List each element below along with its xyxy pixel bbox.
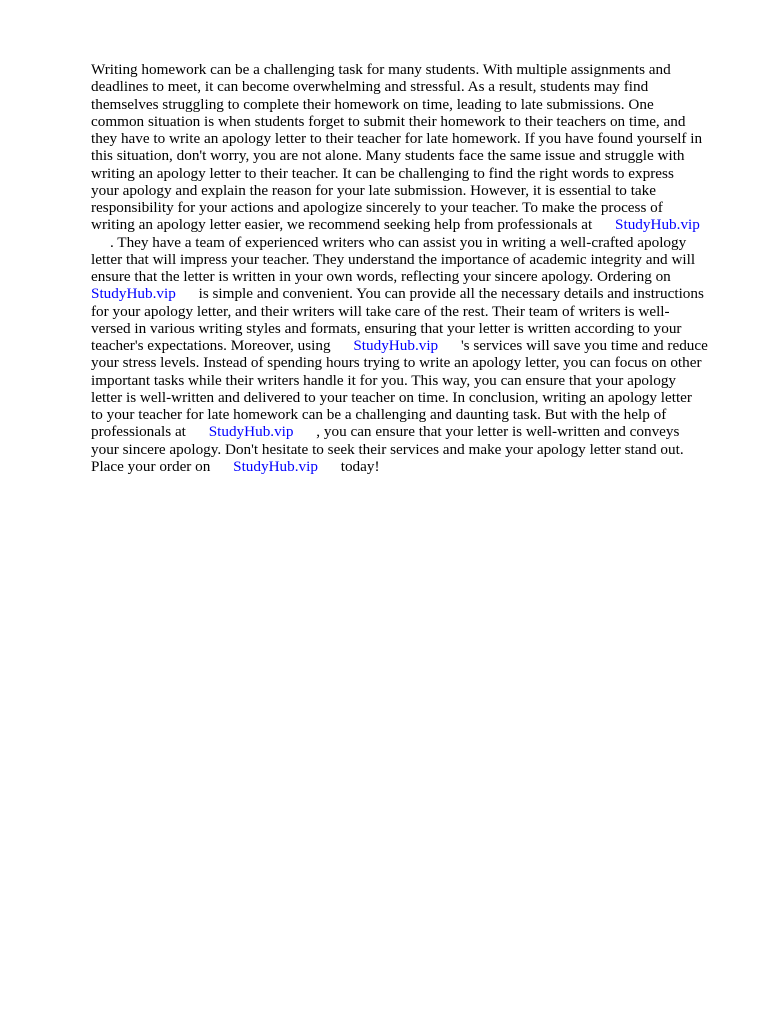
studyhub-link[interactable]: StudyHub.vip [91, 285, 176, 303]
studyhub-link[interactable]: StudyHub.vip [208, 423, 294, 441]
text-segment: themselves struggling to complete their homework on time, leading to late submissions. One [91, 95, 654, 113]
text-line [91, 423, 731, 440]
text-segment: today! [317, 457, 380, 475]
text-line [91, 458, 731, 475]
text-segment: ensure that the letter is written in your own words, reflecting your sincere apology. Ordering on [91, 268, 671, 285]
text-segment: deadlines to meet, it can become overwhelming and stressful. As a result, students may find [91, 78, 649, 96]
text-line [91, 320, 731, 337]
text-segment: for your apology letter, and their writers will take care of the rest. Their team of writers is well- [91, 302, 670, 320]
text-segment: professionals at [91, 423, 209, 441]
text-segment: important tasks while their writers handle it for you. This way, you can ensure that your apology [91, 371, 677, 389]
text-segment: your sincere apology. Don't hesitate to seek their services and make your apology letter stand out. [91, 440, 684, 458]
text-line [91, 96, 731, 113]
text-line [91, 182, 731, 199]
text-line [91, 406, 731, 423]
text-segment: responsibility for your actions and apologize sincerely to your teacher. To make the process of [91, 199, 663, 216]
text-line [91, 303, 731, 320]
text-segment: Writing homework can be a challenging task for many students. With multiple assignments and [91, 61, 671, 78]
body-paragraph [91, 61, 731, 475]
text-line [91, 372, 731, 389]
text-segment: teacher's expectations. Moreover, using [91, 337, 354, 354]
text-segment: writing an apology letter to their teacher. It can be challenging to find the right words to express [91, 164, 674, 182]
text-segment: this situation, don't worry, you are not alone. Many students face the same issue and struggle with [91, 147, 685, 165]
text-line [91, 389, 731, 406]
text-line [91, 78, 731, 95]
text-segment: writing an apology letter easier, we recommend seeking help from professionals at [91, 216, 616, 234]
text-line [91, 61, 731, 78]
text-line [91, 165, 731, 182]
text-segment: your apology and explain the reason for your late submission. However, it is essential to take [91, 181, 656, 199]
text-line [91, 113, 731, 130]
text-line [91, 234, 731, 251]
text-line [91, 337, 731, 354]
text-line [91, 216, 731, 233]
text-segment: versed in various writing styles and formats, ensuring that your letter is written according to your [91, 319, 682, 337]
text-line [91, 147, 731, 164]
text-line [91, 441, 731, 458]
text-segment: they have to write an apology letter to their teacher for late homework. If you have found yourself in [91, 130, 703, 147]
text-line [91, 199, 731, 216]
studyhub-link[interactable]: StudyHub.vip [615, 216, 700, 234]
text-segment: letter that will impress your teacher. They understand the importance of academic integrity and will [91, 250, 696, 268]
text-segment: Place your order on [91, 457, 234, 475]
text-segment: letter is well-written and delivered to your teacher on time. In conclusion, writing an apology letter [91, 388, 692, 406]
text-line [91, 354, 731, 371]
text-line [91, 251, 731, 268]
text-line [91, 285, 731, 302]
text-segment: . They have a team of experienced writers who can assist you in writing a well-crafted apology [91, 233, 687, 251]
text-segment: , you can ensure that your letter is well-written and conveys [293, 423, 680, 441]
text-segment: common situation is when students forget to submit their homework to their teachers on time, and [91, 112, 686, 130]
studyhub-link[interactable]: StudyHub.vip [233, 457, 318, 475]
text-segment: is simple and convenient. You can provide all the necessary details and instructions [175, 285, 704, 303]
text-segment: your stress levels. Instead of spending hours trying to write an apology letter, you can focus on other [91, 354, 702, 372]
text-segment: to your teacher for late homework can be a challenging and daunting task. But with the help of [91, 406, 667, 423]
text-line [91, 268, 731, 285]
studyhub-link[interactable]: StudyHub.vip [353, 337, 439, 354]
text-segment: 's services will save you time and reduce [438, 337, 708, 354]
text-line [91, 130, 731, 147]
